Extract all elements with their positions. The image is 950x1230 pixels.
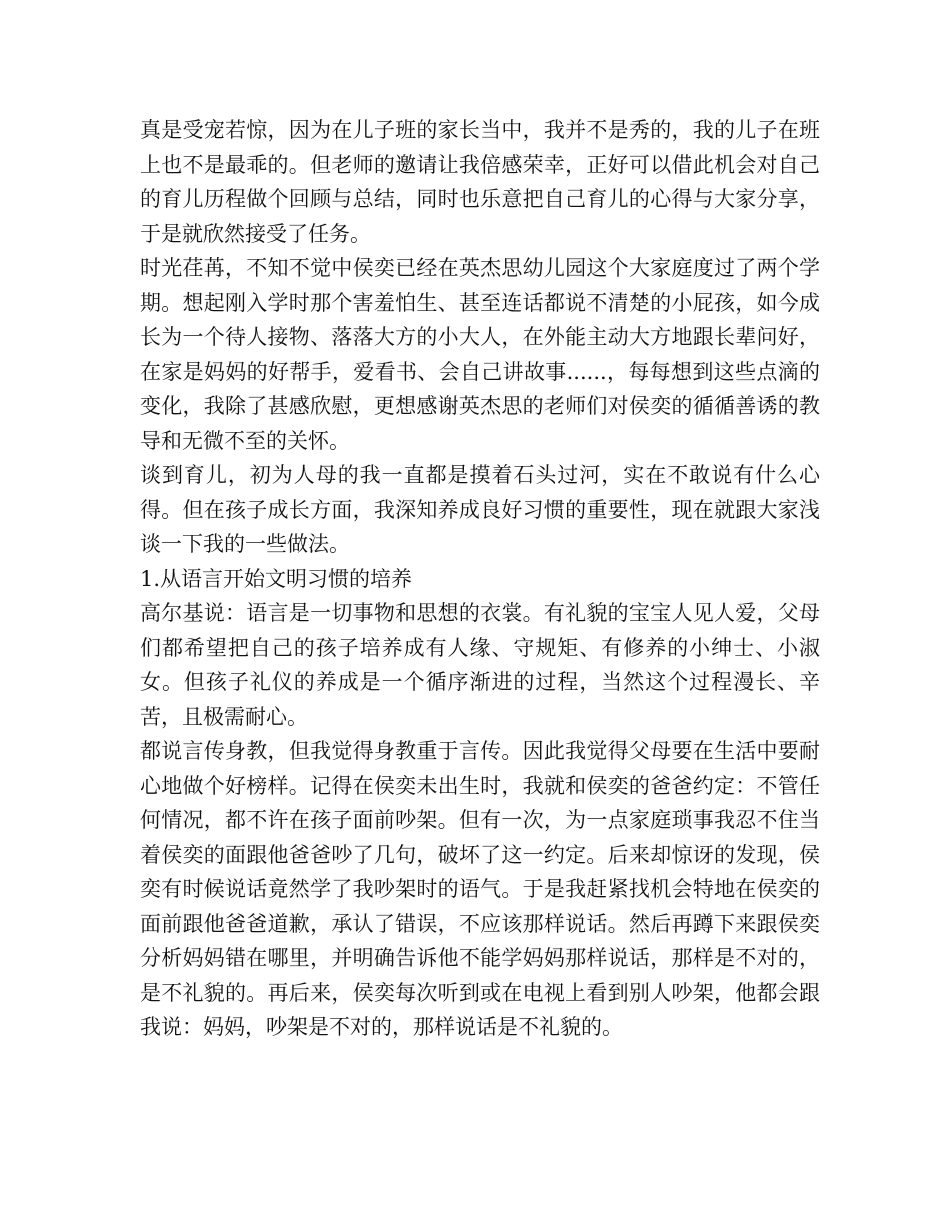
paragraph-intro: 真是受宠若惊，因为在儿子班的家长当中，我并不是秀的，我的儿子在班上也不是最乖的。但老师的邀请让我倍感荣幸，正好可以借此机会对自己的育儿历程做个回顾与总结，同时也乐意把自己育儿的心得与大家分享，于是就欣然接受了任务。	[140, 118, 820, 246]
paragraph-parenting: 谈到育儿，初为人母的我一直都是摸着石头过河，实在不敢说有什么心得。但在孩子成长方面，我深知养成良好习惯的重要性，现在就跟大家浅谈一下我的一些做法。	[140, 463, 820, 556]
paragraph-example: 都说言传身教，但我觉得身教重于言传。因此我觉得父母要在生活中要耐心地做个好榜样。记得在侯奕未出生时，我就和侯奕的爸爸约定：不管任何情况，都不许在孩子面前吵架。但有一次，为一点家庭琐事我忍不住当着侯奕的面跟他爸爸吵了几句，破坏了这一约定。后来却惊讶的发现，侯奕有时候说话竟然学了我吵架时的语气。于是我赶紧找机会特地在侯奕的面前跟他爸爸道歉，承认了错误，不应该那样说话。然后再蹲下来跟侯奕分析妈妈错在哪里，并明确告诉他不能学妈妈那样说话，那样是不对的，是不礼貌的。再后来，侯奕每次听到或在电视上看到别人吵架，他都会跟我说：妈妈，吵架是不对的，那样说话是不礼貌的。	[140, 739, 820, 1039]
paragraph-language: 高尔基说：语言是一切事物和思想的衣裳。有礼貌的宝宝人见人爱，父母们都希望把自己的孩子培养成有人缘、守规矩、有修养的小绅士、小淑女。但孩子礼仪的养成是一个循序渐进的过程，当然这个过程漫长、辛苦，且极需耐心。	[140, 601, 820, 729]
paragraph-growth: 时光荏苒，不知不觉中侯奕已经在英杰思幼儿园这个大家庭度过了两个学期。想起刚入学时那个害羞怕生、甚至连话都说不清楚的小屁孩，如今成长为一个待人接物、落落大方的小大人，在外能主动大方地跟长辈问好，在家是妈妈的好帮手，爱看书、会自己讲故事......，每每想到这些点滴的变化，我除了甚感欣慰，更想感谢英杰思的老师们对侯奕的循循善诱的教导和无微不至的关怀。	[140, 256, 820, 453]
document-body	[140, 113, 820, 1045]
section-heading: 1.从语言开始文明习惯的培养	[140, 566, 413, 591]
